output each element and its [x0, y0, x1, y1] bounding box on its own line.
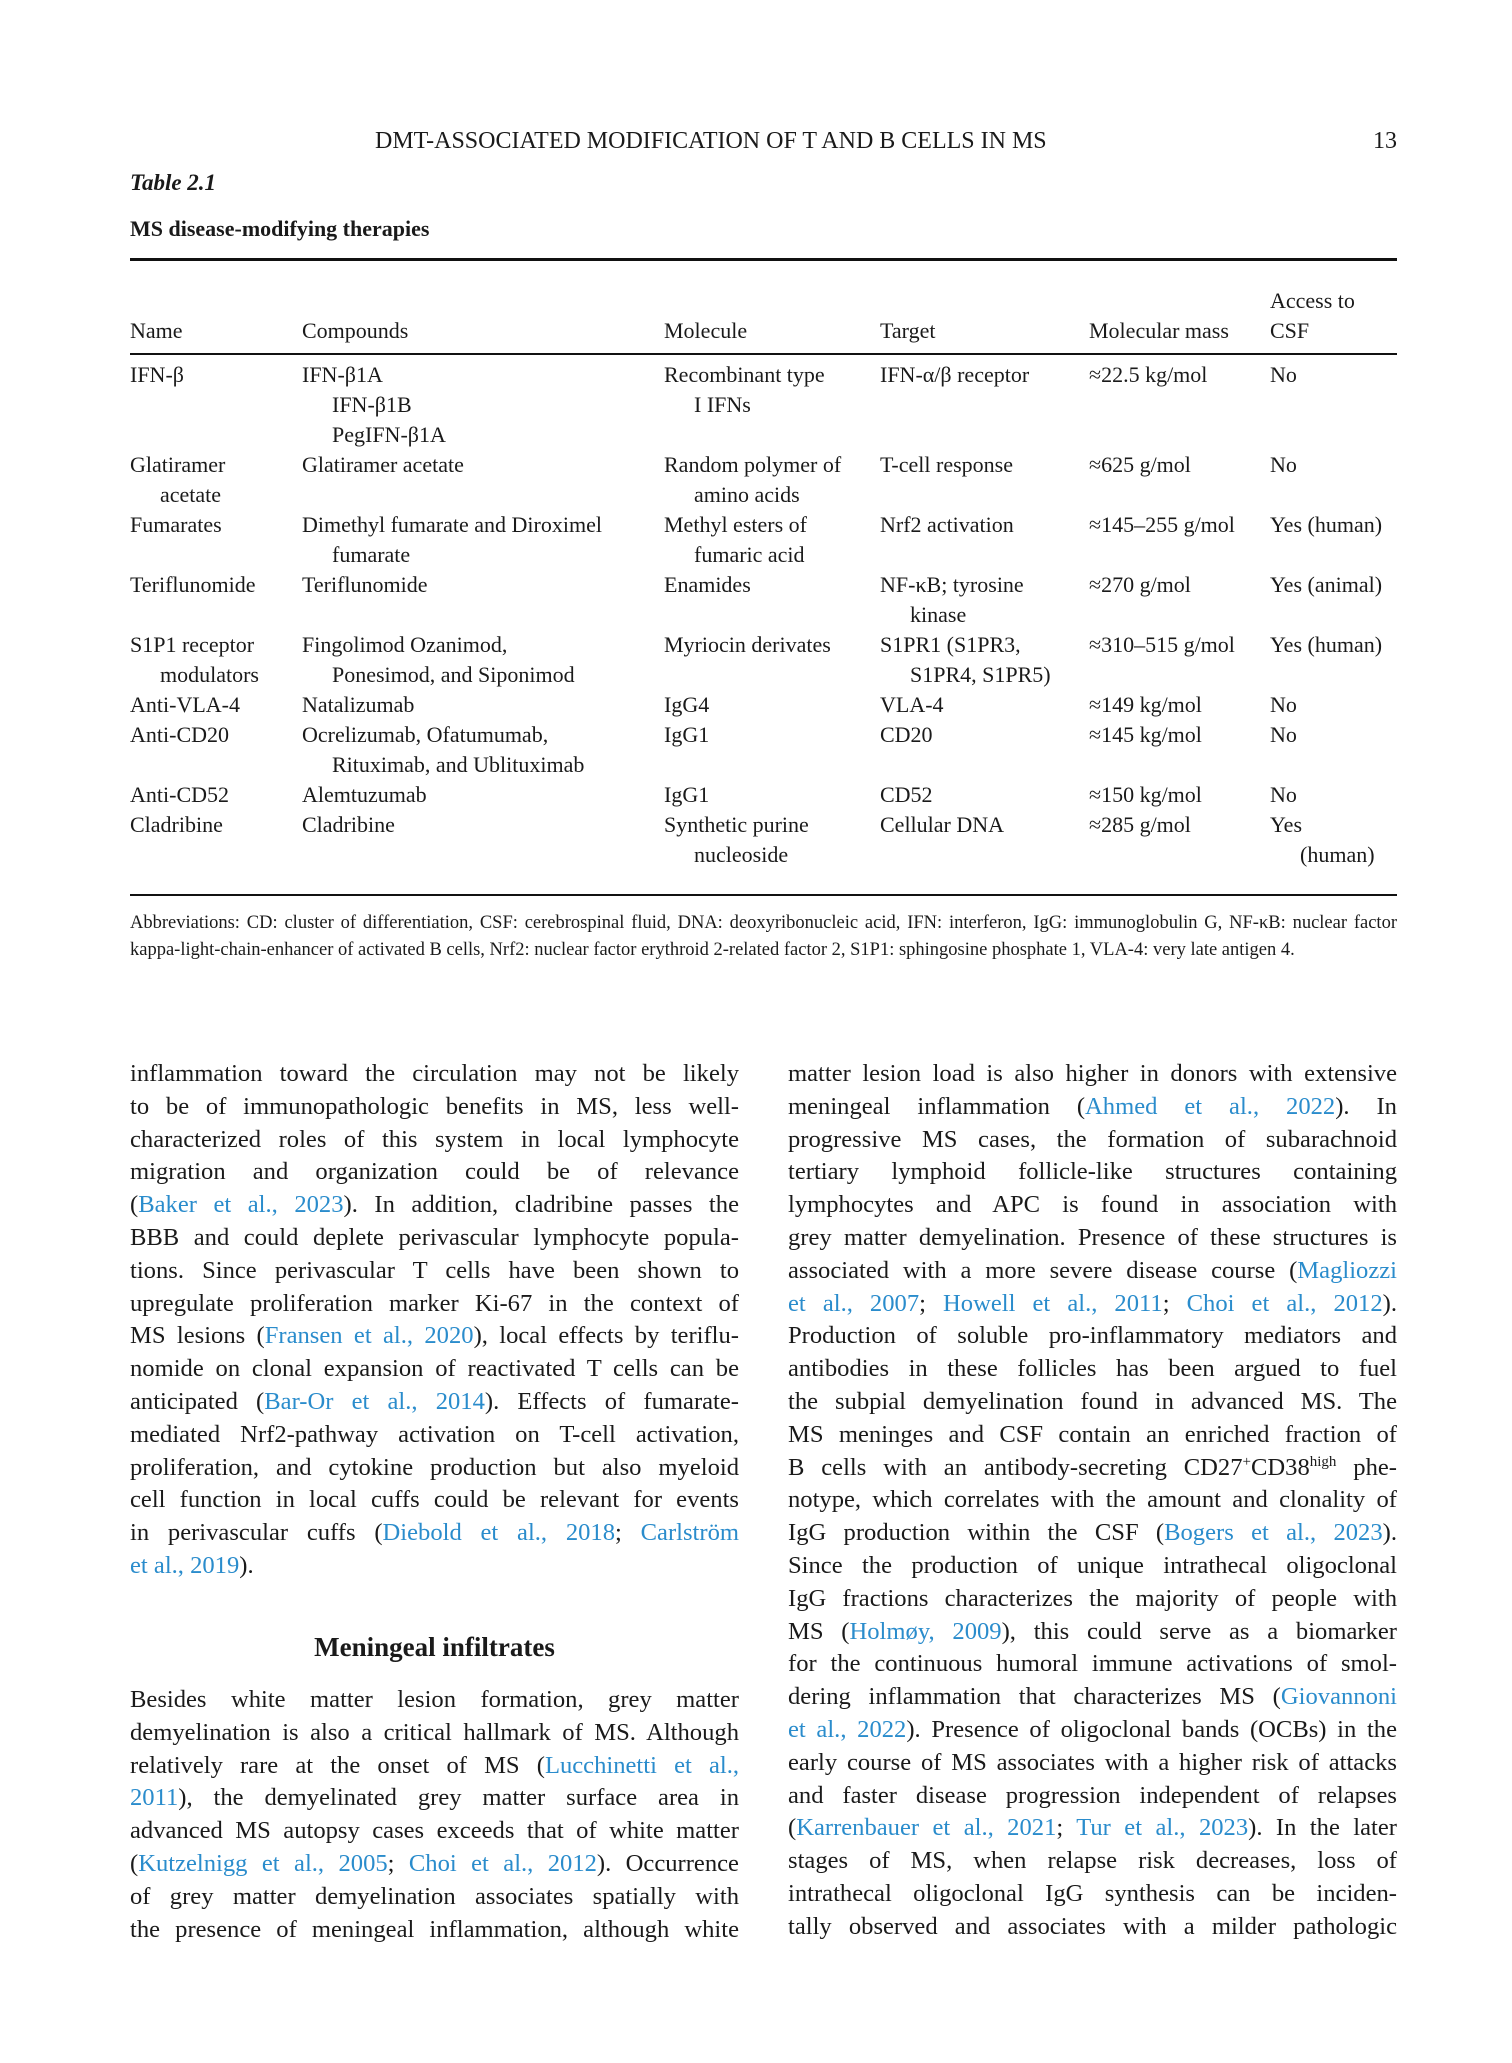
table-cell	[302, 450, 664, 510]
table-cell	[1270, 690, 1397, 720]
cell-line: Fumarates	[130, 512, 222, 537]
text-run: ). In addition, cladribine passes the	[343, 1191, 739, 1219]
text-line	[130, 1156, 739, 1189]
text-run: dering inflammation that characterizes MS (	[788, 1683, 1281, 1711]
text-run: mediated Nrf2-pathway activation on T-cell activation,	[130, 1420, 739, 1448]
citation-link[interactable]: Holmøy, 2009	[849, 1617, 1002, 1645]
text-run: ;	[919, 1289, 944, 1317]
table-bottom-rule	[130, 894, 1397, 896]
cell-line: S1PR4, S1PR5)	[910, 662, 1051, 687]
cell-line: IFN-β1A	[302, 362, 383, 387]
table-cell	[130, 570, 302, 630]
text-run: (	[130, 1849, 139, 1877]
text-run: ). Presence of oligoclonal bands (OCBs) in the	[906, 1715, 1398, 1743]
cell-line: Synthetic purine	[664, 812, 809, 837]
text-line	[130, 1386, 739, 1419]
cell-line: ≈625 g/mol	[1089, 452, 1191, 477]
text-line	[788, 1452, 1397, 1485]
table-cell	[880, 690, 1089, 720]
text-run: ). Occurrence	[596, 1849, 739, 1877]
text-run: CD38	[1250, 1453, 1310, 1481]
table-cell	[1089, 720, 1270, 780]
table-cell	[1089, 690, 1270, 720]
citation-link[interactable]: Bar-Or et al., 2014	[264, 1387, 485, 1415]
cell-line: Alemtuzumab	[302, 782, 427, 807]
cell-line: Nrf2 activation	[880, 512, 1014, 537]
table-cell	[1089, 570, 1270, 630]
cell-line: ≈145 kg/mol	[1089, 722, 1202, 747]
text-line	[788, 1616, 1397, 1649]
citation-link[interactable]: Howell et al., 2011	[943, 1289, 1163, 1317]
cell-line: Ocrelizumab, Ofatumumab,	[302, 722, 549, 747]
text-line	[788, 1911, 1397, 1944]
cell-line: Glatiramer	[130, 452, 226, 477]
cell-line: ≈149 kg/mol	[1089, 692, 1202, 717]
cell-line: nucleoside	[694, 842, 789, 867]
cell-line: CD20	[880, 722, 933, 747]
cell-line: VLA-4	[880, 692, 944, 717]
cell-line: T-cell response	[880, 452, 1013, 477]
running-title: DMT-ASSOCIATED MODIFICATION OF T AND B CELLS IN MS	[375, 128, 1047, 154]
cell-line: ≈310–515 g/mol	[1089, 632, 1235, 657]
table-cell	[1270, 570, 1397, 630]
text-run: ), local effects by teriflu-	[473, 1322, 739, 1350]
text-run: (	[130, 1191, 139, 1219]
column-header-line: Access to	[1270, 288, 1355, 313]
text-run: MS meninges and CSF contain an enriched fraction of	[788, 1420, 1397, 1448]
cell-line: No	[1270, 452, 1297, 477]
table-cell	[880, 630, 1089, 690]
table-cell	[880, 810, 1089, 870]
table-cell	[664, 630, 880, 690]
text-line	[788, 1484, 1397, 1517]
table-cell	[302, 690, 664, 720]
cell-line: Yes (animal)	[1270, 572, 1383, 597]
text-run: Production of soluble pro-inflammatory mediators and	[788, 1322, 1397, 1350]
table-cell	[880, 720, 1089, 780]
column-header: Molecular mass	[1089, 318, 1229, 343]
text-line	[788, 1320, 1397, 1353]
text-run: matter lesion load is also higher in donors with extensive	[788, 1060, 1397, 1087]
citation-link[interactable]: Giovannoni	[1280, 1683, 1397, 1711]
text-run: relatively rare at the onset of MS (	[130, 1751, 545, 1779]
text-run: ;	[1162, 1289, 1187, 1317]
table-abbreviations: Abbreviations: CD: cluster of differentiation, CSF: cerebrospinal fluid, DNA: deoxyribonucleic acid, IFN: interferon, IgG: immunoglobulin G, NF-κB: nuclear factor kappa-light-chain-enhancer of activated B cells, Nrf2: nuclear factor erythroid 2-related factor 2, S1P1: sphingosine phosphate 1, VLA-4: very late antigen 4.	[130, 913, 1397, 960]
text-run: ), the demyelinated grey matter surface area in	[178, 1784, 739, 1812]
cell-line: I IFNs	[694, 392, 751, 417]
table-cell	[664, 450, 880, 510]
text-line	[130, 1848, 739, 1881]
cell-line: Anti-VLA-4	[130, 692, 240, 717]
text-run: ). In the later	[1248, 1814, 1397, 1842]
table-cell	[130, 630, 302, 690]
table-cell	[1270, 810, 1397, 870]
table-cell	[1089, 346, 1270, 450]
cell-line: IFN-β1B	[332, 392, 412, 417]
table-cell	[1270, 720, 1397, 780]
cell-line: ≈22.5 kg/mol	[1089, 362, 1208, 387]
cell-line: IFN-α/β receptor	[880, 362, 1030, 387]
cell-line: Cladribine	[302, 812, 395, 837]
cell-line: Rituximab, and Ublituximab	[332, 752, 585, 777]
text-run: ).	[1382, 1289, 1397, 1317]
table-cell	[880, 346, 1089, 450]
text-line	[788, 1812, 1397, 1845]
text-line	[130, 1124, 739, 1157]
text-line	[130, 1750, 739, 1783]
text-line	[130, 1782, 739, 1815]
table-row	[130, 510, 1397, 570]
table-cell	[880, 510, 1089, 570]
superscript: high	[1309, 1453, 1337, 1470]
text-run: characterized roles of this system in local lymphocyte	[130, 1125, 739, 1153]
table-cell	[664, 690, 880, 720]
text-line	[130, 1550, 739, 1583]
citation-link[interactable]: Diebold et al., 2018	[382, 1519, 616, 1547]
table-header-rule	[130, 353, 1397, 355]
text-run: the subpial demyelination found in advanced MS. The	[788, 1387, 1397, 1415]
text-run: to be of immunopathologic benefits in MS, less well-	[130, 1092, 739, 1120]
text-run: ;	[615, 1519, 641, 1547]
table-cell	[130, 720, 302, 780]
table-cell	[302, 810, 664, 870]
table-cell	[880, 450, 1089, 510]
cell-line: No	[1270, 782, 1297, 807]
cell-line: Yes (human)	[1270, 632, 1383, 657]
table-cell	[664, 510, 880, 570]
table-cell	[1089, 780, 1270, 810]
text-run: advanced MS autopsy cases exceeds that of white matter	[130, 1817, 739, 1845]
text-line	[130, 1914, 739, 1947]
text-line	[788, 1255, 1397, 1288]
table-cell	[1270, 346, 1397, 450]
text-run: migration and organization could be of relevance	[130, 1158, 739, 1186]
table-cell	[1089, 630, 1270, 690]
cell-line: No	[1270, 362, 1297, 387]
citation-link[interactable]: Tur et al., 2023	[1076, 1814, 1249, 1842]
cell-line: S1PR1 (S1PR3,	[880, 632, 1021, 657]
cell-line: Anti-CD52	[130, 782, 229, 807]
text-line	[788, 1517, 1397, 1550]
cell-line: Random polymer of	[664, 452, 842, 477]
column-header: Target	[880, 318, 936, 343]
table-cell	[130, 780, 302, 810]
text-run: progressive MS cases, the formation of subarachnoid	[788, 1125, 1397, 1153]
text-line	[130, 1353, 739, 1386]
text-run: cell function in local cuffs could be relevant for events	[130, 1486, 739, 1514]
table-cell	[130, 450, 302, 510]
text-run: anticipated (	[130, 1387, 265, 1415]
table-cell	[130, 346, 302, 450]
cell-line: NF-κB; tyrosine	[880, 572, 1024, 597]
text-run: antibodies in these follicles has been argued to fuel	[788, 1355, 1397, 1383]
citation-link[interactable]: Carlström	[640, 1519, 740, 1547]
table-cell	[302, 630, 664, 690]
cell-line: Ponesimod, and Siponimod	[332, 662, 575, 687]
table-cell	[1089, 450, 1270, 510]
text-line	[130, 1419, 739, 1452]
text-line	[788, 1845, 1397, 1878]
citation-link[interactable]: et al., 2007	[788, 1289, 920, 1317]
text-run: B cells with an antibody-secreting CD27	[788, 1453, 1243, 1481]
table-cell	[302, 780, 664, 810]
table-cell	[664, 346, 880, 450]
text-line	[130, 1815, 739, 1848]
text-line	[788, 1878, 1397, 1911]
text-line	[130, 1452, 739, 1485]
cell-line: ≈150 kg/mol	[1089, 782, 1202, 807]
table-row	[130, 810, 1397, 870]
table-cell	[880, 570, 1089, 630]
text-run: Besides white matter lesion formation, grey matter	[130, 1686, 739, 1713]
text-line	[788, 1189, 1397, 1222]
text-line	[788, 1222, 1397, 1255]
table-cell	[1270, 630, 1397, 690]
text-run: lymphocytes and APC is found in association with	[788, 1191, 1397, 1219]
cell-line: Methyl esters of	[664, 512, 807, 537]
citation-link[interactable]: 2011	[130, 1784, 179, 1812]
right-column-text	[788, 1058, 1397, 1944]
text-run: ).	[1382, 1519, 1397, 1547]
text-line	[130, 1717, 739, 1750]
text-line	[130, 1189, 739, 1222]
cell-line: Natalizumab	[302, 692, 415, 717]
text-run: intrathecal oligoclonal IgG synthesis can be inciden-	[788, 1879, 1397, 1907]
table-cell	[1270, 780, 1397, 810]
table-cell	[302, 570, 664, 630]
citation-link[interactable]: Choi et al., 2012	[1186, 1289, 1383, 1317]
table-cell	[664, 720, 880, 780]
cell-line: kinase	[910, 602, 967, 627]
text-run: upregulate proliferation marker Ki-67 in the context of	[130, 1289, 739, 1317]
text-line	[788, 1648, 1397, 1681]
text-run: grey matter demyelination. Presence of these structures is	[788, 1223, 1397, 1251]
dmt-table	[130, 276, 1397, 870]
table-cell	[1270, 510, 1397, 570]
citation-link[interactable]: Baker et al., 2023	[138, 1191, 344, 1219]
cell-line: Dimethyl fumarate and Diroximel	[302, 512, 602, 537]
table-cell	[664, 810, 880, 870]
superscript: +	[1242, 1453, 1251, 1470]
cell-line: Glatiramer acetate	[302, 452, 464, 477]
text-line	[788, 1058, 1397, 1091]
cell-line: Fingolimod Ozanimod,	[302, 632, 508, 657]
text-line	[130, 1484, 739, 1517]
text-line	[788, 1124, 1397, 1157]
table-cell	[130, 510, 302, 570]
text-line	[788, 1714, 1397, 1747]
text-line	[130, 1684, 739, 1717]
cell-line: modulators	[160, 662, 259, 687]
text-line	[788, 1550, 1397, 1583]
table-cell	[1089, 810, 1270, 870]
text-line	[130, 1288, 739, 1321]
table-cell	[130, 810, 302, 870]
text-run: stages of MS, when relapse risk decreases, loss of	[788, 1847, 1397, 1875]
cell-line: IgG1	[664, 722, 710, 747]
text-line	[788, 1156, 1397, 1189]
text-line	[788, 1681, 1397, 1714]
table-title: MS disease-modifying therapies	[130, 216, 430, 241]
text-run: tions. Since perivascular T cells have been shown to	[130, 1256, 739, 1284]
cell-line: fumarate	[332, 542, 411, 567]
text-line	[130, 1222, 739, 1255]
cell-line: fumaric acid	[694, 542, 805, 567]
text-line	[788, 1386, 1397, 1419]
table-label: Table 2.1	[130, 170, 217, 195]
text-run: ;	[387, 1849, 409, 1877]
cell-line: (human)	[1300, 842, 1375, 867]
table-cell	[880, 780, 1089, 810]
cell-line: S1P1 receptor	[130, 632, 255, 657]
left-column-paragraph-2	[130, 1684, 739, 1946]
text-run: early course of MS associates with a higher risk of attacks	[788, 1748, 1397, 1776]
cell-line: IFN-β	[130, 362, 184, 387]
text-line	[130, 1881, 739, 1914]
text-run: MS lesions (	[130, 1322, 265, 1350]
table-cell	[664, 570, 880, 630]
text-run: ), this could serve as a biomarker	[1001, 1617, 1397, 1645]
text-run: ). Effects of fumarate-	[484, 1387, 739, 1415]
text-run: nomide on clonal expansion of reactivated T cells can be	[130, 1355, 739, 1383]
left-column-paragraph-1	[130, 1058, 739, 1583]
text-run: for the continuous humoral immune activations of smol-	[788, 1650, 1397, 1678]
text-line	[130, 1255, 739, 1288]
text-run: the presence of meningeal inflammation, although white	[130, 1915, 739, 1943]
text-run: tertiary lymphoid follicle-like structures containing	[788, 1158, 1397, 1186]
cell-line: Enamides	[664, 572, 751, 597]
text-line	[788, 1353, 1397, 1386]
cell-line: CD52	[880, 782, 933, 807]
text-line	[788, 1091, 1397, 1124]
text-run: tally observed and associates with a milder pathologic	[788, 1912, 1397, 1940]
cell-line: ≈285 g/mol	[1089, 812, 1191, 837]
citation-link[interactable]: et al., 2019	[130, 1551, 240, 1579]
cell-line: Recombinant type	[664, 362, 825, 387]
table-cell	[1270, 450, 1397, 510]
table-cell	[130, 690, 302, 720]
text-run: ;	[1056, 1814, 1077, 1842]
text-run: ).	[239, 1551, 254, 1579]
cell-line: Teriflunomide	[302, 572, 428, 597]
table-cell	[664, 780, 880, 810]
citation-link[interactable]: Magliozzi	[1297, 1256, 1397, 1284]
table-row	[130, 780, 1397, 810]
cell-line: Cladribine	[130, 812, 223, 837]
text-line	[788, 1583, 1397, 1616]
cell-line: IgG1	[664, 782, 710, 807]
text-line	[788, 1419, 1397, 1452]
cell-line: Yes (human)	[1270, 512, 1383, 537]
text-run: and faster disease progression independent of relapses	[788, 1781, 1397, 1809]
text-run: BBB and could deplete perivascular lymphocyte popula-	[130, 1223, 739, 1251]
cell-line: No	[1270, 722, 1297, 747]
table-header-row	[130, 276, 1397, 346]
table-cell	[302, 510, 664, 570]
text-line	[130, 1058, 739, 1091]
cell-line: Cellular DNA	[880, 812, 1005, 837]
text-run: IgG production within the CSF (	[788, 1519, 1165, 1547]
cell-line: ≈270 g/mol	[1089, 572, 1191, 597]
text-run: meningeal inflammation (	[788, 1092, 1086, 1120]
text-line	[130, 1091, 739, 1124]
text-run: phe-	[1336, 1453, 1397, 1481]
text-run: of grey matter demyelination associates spatially with	[130, 1882, 739, 1910]
column-header	[1270, 276, 1397, 346]
text-run: demyelination is also a critical hallmark of MS. Although	[130, 1718, 739, 1746]
table-row	[130, 720, 1397, 780]
table-row	[130, 690, 1397, 720]
text-run: Since the production of unique intrathecal oligoclonal	[788, 1551, 1397, 1579]
text-line	[130, 1517, 739, 1550]
citation-link[interactable]: et al., 2022	[788, 1715, 907, 1743]
text-run: in perivascular cuffs (	[130, 1519, 383, 1547]
table-row	[130, 450, 1397, 510]
table-row	[130, 346, 1397, 450]
text-run: ). In	[1335, 1092, 1397, 1120]
text-line	[788, 1780, 1397, 1813]
cell-line: Anti-CD20	[130, 722, 229, 747]
text-line	[788, 1288, 1397, 1321]
text-run: IgG fractions characterizes the majority of people with	[788, 1584, 1397, 1612]
text-run: inflammation toward the circulation may not be likely	[130, 1060, 739, 1087]
text-run: associated with a more severe disease course (	[788, 1256, 1298, 1284]
cell-line: PegIFN-β1A	[332, 422, 446, 447]
cell-line: IgG4	[664, 692, 710, 717]
cell-line: Myriocin derivates	[664, 632, 831, 657]
table-top-rule	[130, 258, 1397, 261]
cell-line: Teriflunomide	[130, 572, 256, 597]
column-header: Name	[130, 318, 183, 343]
text-run: proliferation, and cytokine production but also myeloid	[130, 1453, 739, 1481]
column-header: Molecule	[664, 318, 748, 343]
cell-line: No	[1270, 692, 1297, 717]
table-row	[130, 570, 1397, 630]
citation-link[interactable]: Bogers et al., 2023	[1164, 1519, 1383, 1547]
table-cell	[302, 346, 664, 450]
column-header: Compounds	[302, 318, 409, 343]
column-header-line: CSF	[1270, 318, 1310, 343]
text-run: (	[788, 1814, 797, 1842]
text-run: MS (	[788, 1617, 850, 1645]
text-run: notype, which correlates with the amount and clonality of	[788, 1486, 1397, 1514]
cell-line: ≈145–255 g/mol	[1089, 512, 1235, 537]
page-number: 13	[1373, 128, 1397, 154]
cell-line: acetate	[160, 482, 222, 507]
citation-link[interactable]: Karrenbauer et al., 2021	[796, 1814, 1057, 1842]
table-cell	[302, 720, 664, 780]
text-line	[788, 1747, 1397, 1780]
text-line	[130, 1320, 739, 1353]
table-cell	[1089, 510, 1270, 570]
table-row	[130, 630, 1397, 690]
citation-link[interactable]: Kutzelnigg et al., 2005	[138, 1849, 388, 1877]
cell-line: amino acids	[694, 482, 800, 507]
citation-link[interactable]: Choi et al., 2012	[408, 1849, 597, 1877]
section-heading: Meningeal infiltrates	[314, 1632, 555, 1662]
cell-line: Yes	[1270, 812, 1303, 837]
citation-link[interactable]: Fransen et al., 2020	[264, 1322, 474, 1350]
citation-link[interactable]: Lucchinetti et al.,	[544, 1751, 739, 1779]
citation-link[interactable]: Ahmed et al., 2022	[1085, 1092, 1336, 1120]
